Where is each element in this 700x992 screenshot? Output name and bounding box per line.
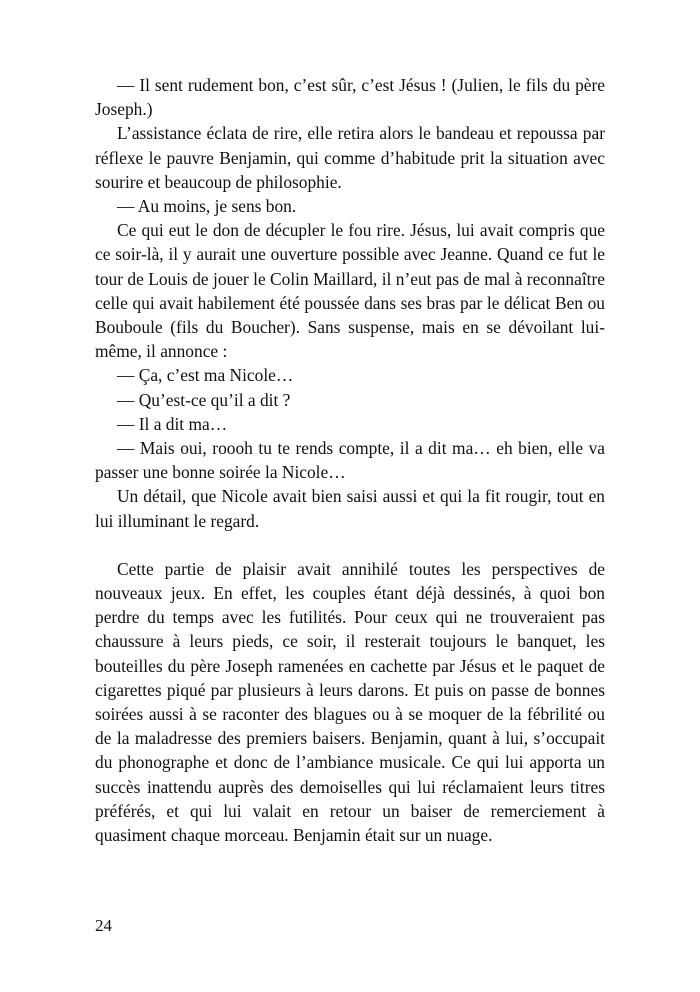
paragraph: — Qu’est-ce qu’il a dit ? xyxy=(117,389,291,410)
paragraph: Cette partie de plaisir avait annihilé toutes les perspectives de nouveaux jeux. En effet, les couples étant déjà dessinés, à quoi bon perdre du temps avec les futilités. Pour ceux qui ne trouveraient pas chaussure à leurs pieds, ce soir, il resterait toujours le banquet, les bouteilles du père Joseph ramenées en cachette par Jésus et le paquet de cigarettes piqué par plusieurs à leurs darons. Et puis on passe de bonnes soirées aussi à se raconter des blagues ou à se moquer de la fébrilité ou de la maladresse des premiers baisers. Benjamin, quant à lui, s’occupait du phonographe et donc de l’ambiance musicale. Ce qui lui apporta un succès inattendu auprès des demoiselles qui lui réclamaient leurs titres préférés, et qui lui valait en retour un baiser de remerciement à quasiment chaque morceau. Benjamin était sur un nuage. xyxy=(95,558,605,846)
paragraph: L’assistance éclata de rire, elle retira alors le bandeau et repoussa par réflexe le pauvre Benjamin, qui comme d’habitude prit la situation avec sourire et beaucoup de philosophie. xyxy=(95,123,605,192)
paragraph: — Au moins, je sens bon. xyxy=(117,196,297,217)
body-text xyxy=(95,73,605,847)
paragraph: Un détail, que Nicole avait bien saisi aussi et qui la fit rougir, tout en lui illuminant le regard. xyxy=(95,486,605,531)
page-number: 24 xyxy=(95,916,112,935)
paragraph: — Ça, c’est ma Nicole… xyxy=(117,365,294,386)
paragraph: — Il a dit ma… xyxy=(117,413,228,434)
paragraph: Ce qui eut le don de décupler le fou rire. Jésus, lui avait compris que ce soir-là, il y aurait une ouverture possible avec Jeanne. Quand ce fut le tour de Louis de jouer le Colin Maillard, il n’eut pas de mal à reconnaître celle qui avait habilement été poussée dans ses bras par le délicat Ben ou Bouboule (fils du Boucher). Sans suspense, mais en se dévoilant lui-même, il annonce : xyxy=(95,220,605,362)
paragraph: — Mais oui, roooh tu te rends compte, il a dit ma… eh bien, elle va passer une bonne soirée la Nicole… xyxy=(95,438,605,483)
paragraph: — Il sent rudement bon, c’est sûr, c’est Jésus ! (Julien, le fils du père Joseph.) xyxy=(95,75,605,120)
